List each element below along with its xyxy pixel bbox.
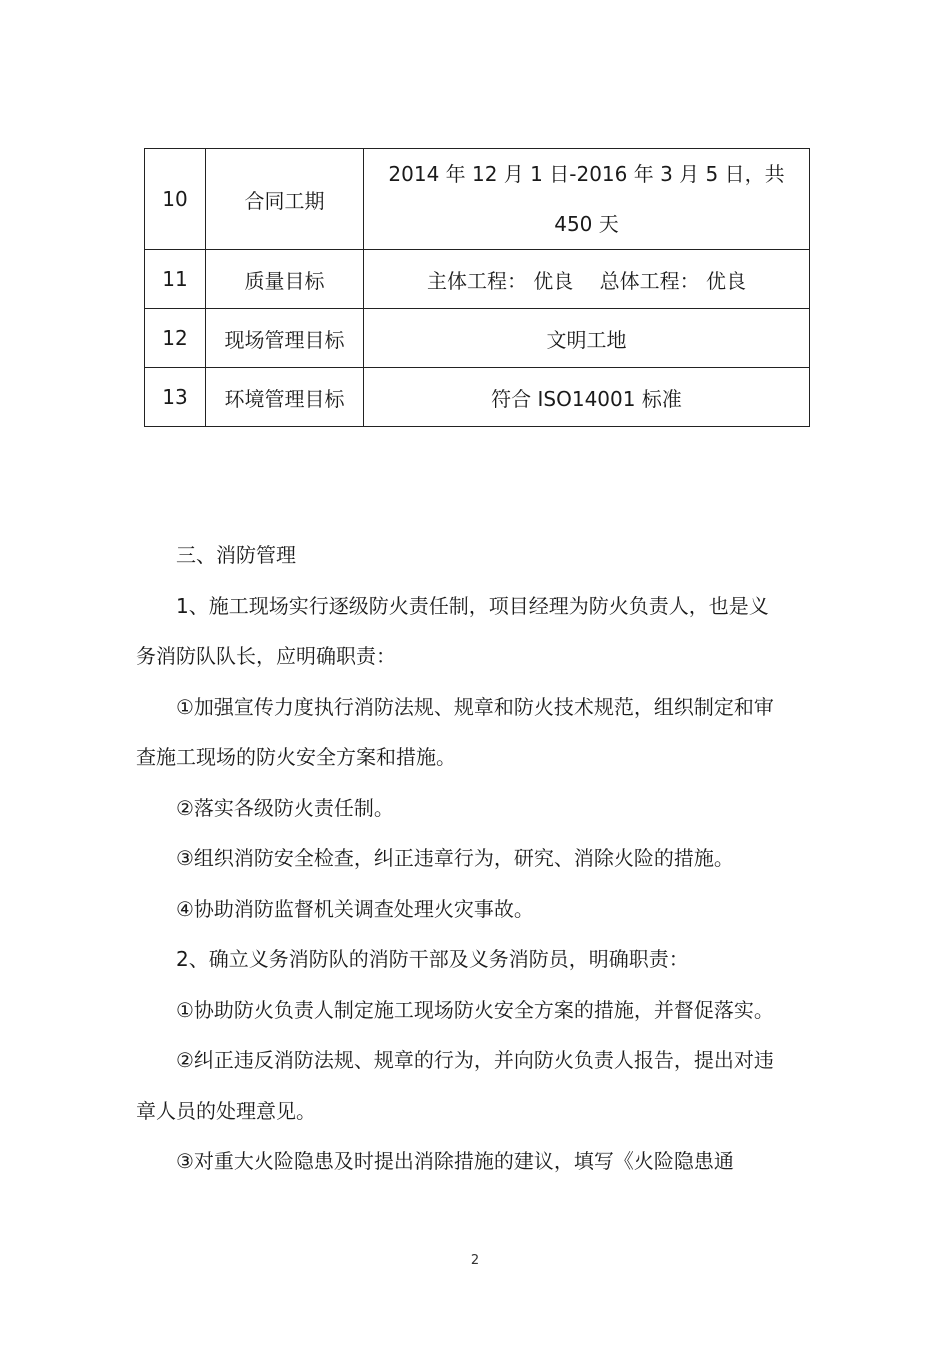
row-value: 主体工程： 优良 总体工程： 优良: [364, 250, 810, 309]
row-item: 现场管理目标: [206, 309, 364, 368]
section-heading: 三、消防管理: [176, 543, 296, 567]
row-item: 合同工期: [206, 149, 364, 250]
table-row: [145, 149, 810, 250]
paragraph: ②落实各级防火责任制。: [176, 795, 394, 820]
paragraph: ①加强宣传力度执行消防法规、规章和防火技术规范，组织制定和审查施工现场的防火安全方案和措施。: [136, 694, 774, 769]
row-number: 11: [145, 250, 206, 309]
paragraph: ③对重大火险隐患及时提出消除措施的建议，填写《火险隐患通: [176, 1149, 734, 1173]
row-number: 13: [145, 368, 206, 427]
row-number: 10: [145, 149, 206, 250]
row-number: 12: [145, 309, 206, 368]
paragraph: ②纠正违反消防法规、规章的行为，并向防火负责人报告，提出对违章人员的处理意见。: [136, 1048, 774, 1123]
paragraph: ①协助防火负责人制定施工现场防火安全方案的措施，并督促落实。: [176, 997, 774, 1022]
paragraph: 2、确立义务消防队的消防干部及义务消防员，明确职责：: [176, 947, 689, 971]
row-item: 质量目标: [206, 250, 364, 309]
table-row: [145, 250, 810, 309]
paragraph: ③组织消防安全检查，纠正违章行为，研究、消除火险的措施。: [176, 846, 734, 870]
section-body: [136, 530, 776, 1187]
row-item: 环境管理目标: [206, 368, 364, 427]
paragraph: ④协助消防监督机关调查处理火灾事故。: [176, 896, 534, 921]
project-info-table: [144, 148, 810, 427]
row-value: 文明工地: [364, 309, 810, 368]
page-number: 2: [470, 1253, 480, 1268]
row-value: 2014 年 12 月 1 日-2016 年 3 月 5 日，共 450 天: [364, 149, 810, 250]
table-row: [145, 368, 810, 427]
paragraph: 1、施工现场实行逐级防火责任制，项目经理为防火负责人，也是义务消防队队长，应明确职责：: [136, 593, 769, 668]
row-value: 符合 ISO14001 标准: [364, 368, 810, 427]
table-row: [145, 309, 810, 368]
